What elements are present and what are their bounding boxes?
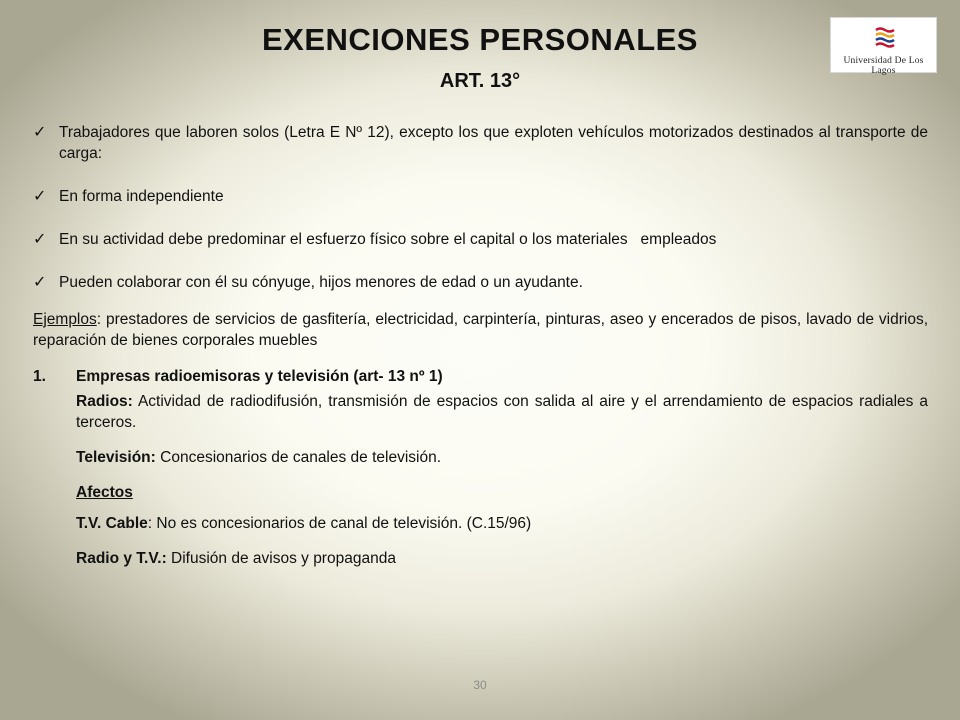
examples-label: Ejemplos bbox=[33, 311, 97, 328]
tv-paragraph bbox=[33, 447, 928, 468]
bullet-text: Trabajadores que laboren solos (Letra E Nº 12), excepto los que exploten vehículos motorizados destinados al transporte de carga: bbox=[59, 124, 928, 162]
logo-emblem-icon bbox=[875, 26, 895, 52]
bullet-text: En forma independiente bbox=[59, 188, 224, 205]
afectos-label: Afectos bbox=[76, 484, 133, 501]
university-logo bbox=[830, 17, 937, 76]
bullet-item bbox=[33, 272, 928, 293]
radios-label: Radios: bbox=[76, 393, 133, 410]
afectos-heading bbox=[33, 482, 928, 503]
slide-content bbox=[33, 122, 928, 583]
bullet-item bbox=[33, 122, 928, 164]
radio-tv-label: Radio y T.V.: bbox=[76, 550, 167, 567]
tv-label: Televisión: bbox=[76, 449, 156, 466]
section-number: 1. bbox=[33, 368, 46, 385]
bullet-text: Pueden colaborar con él su cónyuge, hijos menores de edad o un ayudante. bbox=[59, 274, 583, 291]
section-heading-text: Empresas radioemisoras y televisión (art- 13 nº 1) bbox=[76, 368, 443, 385]
cable-paragraph bbox=[33, 513, 928, 534]
examples-text: : prestadores de servicios de gasfitería, electricidad, carpintería, pinturas, aseo y encerados de pisos, lavado de vidrios, reparación de bienes corporales muebles bbox=[33, 311, 928, 349]
tv-text: Concesionarios de canales de televisión. bbox=[155, 449, 442, 466]
page-subtitle: ART. 13° bbox=[439, 70, 521, 92]
section-heading bbox=[33, 366, 928, 387]
cable-text: : No es concesionarios de canal de televisión. (C.15/96) bbox=[147, 515, 532, 532]
cable-label: T.V. Cable bbox=[76, 515, 148, 532]
checkmark-icon: ✓ bbox=[33, 274, 47, 291]
page-number: 30 bbox=[473, 678, 487, 692]
bullet-item bbox=[33, 186, 928, 207]
checkmark-icon: ✓ bbox=[33, 188, 47, 205]
logo-text: Universidad De Los Lagos bbox=[843, 56, 924, 76]
radio-tv-paragraph bbox=[33, 548, 928, 569]
checkmark-icon: ✓ bbox=[33, 124, 47, 141]
checkmark-icon: ✓ bbox=[33, 231, 47, 248]
bullet-item bbox=[33, 229, 928, 250]
radios-text: Actividad de radiodifusión, transmisión de espacios con salida al aire y el arrendamiento de espacios radiales a terceros. bbox=[76, 393, 928, 431]
bullet-text: En su actividad debe predominar el esfuerzo físico sobre el capital o los materiales empleados bbox=[59, 231, 717, 248]
radios-paragraph bbox=[33, 391, 928, 433]
radio-tv-text: Difusión de avisos y propaganda bbox=[166, 550, 396, 567]
examples-paragraph bbox=[33, 309, 928, 351]
page-title: EXENCIONES PERSONALES bbox=[262, 22, 698, 57]
